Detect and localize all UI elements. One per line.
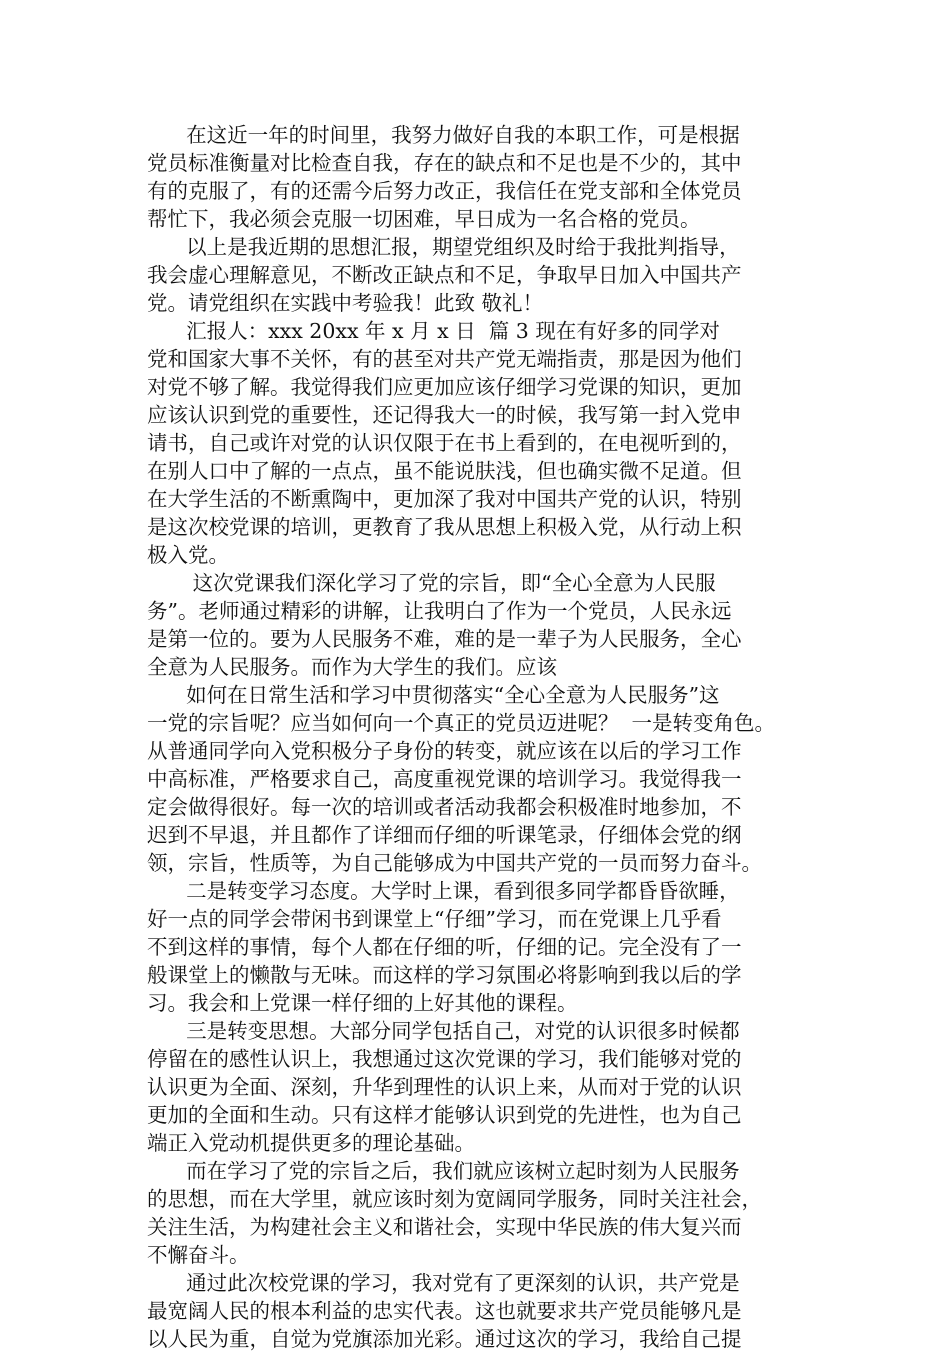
text-line: 认识更为全面、深刻，升华到理性的认识上来，从而对于党的认识	[147, 1075, 742, 1099]
text-line: 习。我会和上党课一样仔细的上好其他的课程。	[147, 991, 578, 1015]
text-line: 帮忙下，我必须会克服一切困难，早日成为一名合格的党员。	[147, 207, 701, 231]
text-line: 关注生活，为构建社会主义和谐社会，实现中华民族的伟大复兴而	[147, 1215, 742, 1239]
text-line: 一党的宗旨呢？应当如何向一个真正的党员迈进呢？ 一是转变角色。	[147, 711, 776, 735]
text-line: 从普通同学向入党积极分子身份的转变，就应该在以后的学习工作	[147, 739, 742, 763]
text-line: 好一点的同学会带闲书到课堂上“仔细”学习，而在党课上几乎看	[147, 907, 722, 931]
text-line: 党。请党组织在实践中考验我！此致 敬礼！	[147, 291, 544, 315]
text-line: 三是转变思想。大部分同学包括自己，对党的认识很多时候都	[147, 1019, 740, 1043]
text-line: 不到这样的事情，每个人都在仔细的听，仔细的记。完全没有了一	[147, 935, 742, 959]
text-line: 迟到不早退，并且都作了详细而仔细的听课笔录，仔细体会党的纲	[147, 823, 742, 847]
text-line: 在大学生活的不断熏陶中，更加深了我对中国共产党的认识，特别	[147, 487, 742, 511]
text-line: 党员标准衡量对比检查自我，存在的缺点和不足也是不少的，其中	[147, 151, 742, 175]
text-line: 党和国家大事不关怀，有的甚至对共产党无端指责，那是因为他们	[147, 347, 742, 371]
text-line: 二是转变学习态度。大学时上课，看到很多同学都昏昏欲睡，	[147, 879, 740, 903]
text-line: 请书，自己或许对党的认识仅限于在书上看到的，在电视听到的，	[147, 431, 742, 455]
text-line: 如何在日常生活和学习中贯彻落实“全心全意为人民服务”这	[147, 683, 720, 707]
text-line: 在这近一年的时间里，我努力做好自我的本职工作，可是根据	[147, 123, 740, 147]
text-line: 是第一位的。要为人民服务不难，难的是一辈子为人民服务，全心	[147, 627, 742, 651]
text-line: 在别人口中了解的一点点，虽不能说肤浅，但也确实微不足道。但	[147, 459, 742, 483]
text-line: 务”。老师通过精彩的讲解，让我明白了作为一个党员，人民永远	[147, 599, 732, 623]
text-line: 定会做得很好。每一次的培训或者活动我都会积极准时地参加，不	[147, 795, 742, 819]
text-line: 的思想，而在大学里，就应该时刻为宽阔同学服务，同时关注社会，	[147, 1187, 762, 1211]
text-line: 对党不够了解。我觉得我们应更加应该仔细学习党课的知识，更加	[147, 375, 742, 399]
text-line: 端正入党动机提供更多的理论基础。	[147, 1131, 475, 1155]
text-line: 以人民为重，自觉为党旗添加光彩。通过这次的学习，我给自己提	[147, 1327, 742, 1351]
text-line: 最宽阔人民的根本利益的忠实代表。这也就要求共产党员能够凡是	[147, 1299, 742, 1323]
text-line: 全意为人民服务。而作为大学生的我们。应该	[147, 655, 557, 679]
text-line: 应该认识到党的重要性，还记得我大一的时候，我写第一封入党申	[147, 403, 742, 427]
text-line: 极入党。	[147, 543, 229, 567]
text-line: 停留在的感性认识上，我想通过这次党课的学习，我们能够对党的	[147, 1047, 742, 1071]
text-line: 中高标准，严格要求自己，高度重视党课的培训学习。我觉得我一	[147, 767, 742, 791]
text-line: 有的克服了，有的还需今后努力改正，我信任在党支部和全体党员	[147, 179, 742, 203]
text-line: 不懈奋斗。	[147, 1243, 250, 1267]
text-line: 汇报人：xxx 20xx 年 x 月 x 日 篇 3 现在有好多的同学对	[147, 319, 720, 343]
text-line: 领，宗旨，性质等，为自己能够成为中国共产党的一员而努力奋斗。	[147, 851, 762, 875]
text-line: 更加的全面和生动。只有这样才能够认识到党的先进性，也为自己	[147, 1103, 742, 1127]
text-line: 般课堂上的懒散与无味。而这样的学习氛围必将影响到我以后的学	[147, 963, 742, 987]
text-line: 通过此次校党课的学习，我对党有了更深刻的认识，共产党是	[147, 1271, 740, 1295]
text-line: 而在学习了党的宗旨之后，我们就应该树立起时刻为人民服务	[147, 1159, 740, 1183]
text-line: 以上是我近期的思想汇报，期望党组织及时给于我批判指导，	[147, 235, 740, 259]
text-line: 是这次校党课的培训，更教育了我从思想上积极入党，从行动上积	[147, 515, 742, 539]
text-line: 这次党课我们深化学习了党的宗旨，即“全心全意为人民服	[147, 571, 716, 595]
text-line: 我会虚心理解意见，不断改正缺点和不足，争取早日加入中国共产	[147, 263, 742, 287]
